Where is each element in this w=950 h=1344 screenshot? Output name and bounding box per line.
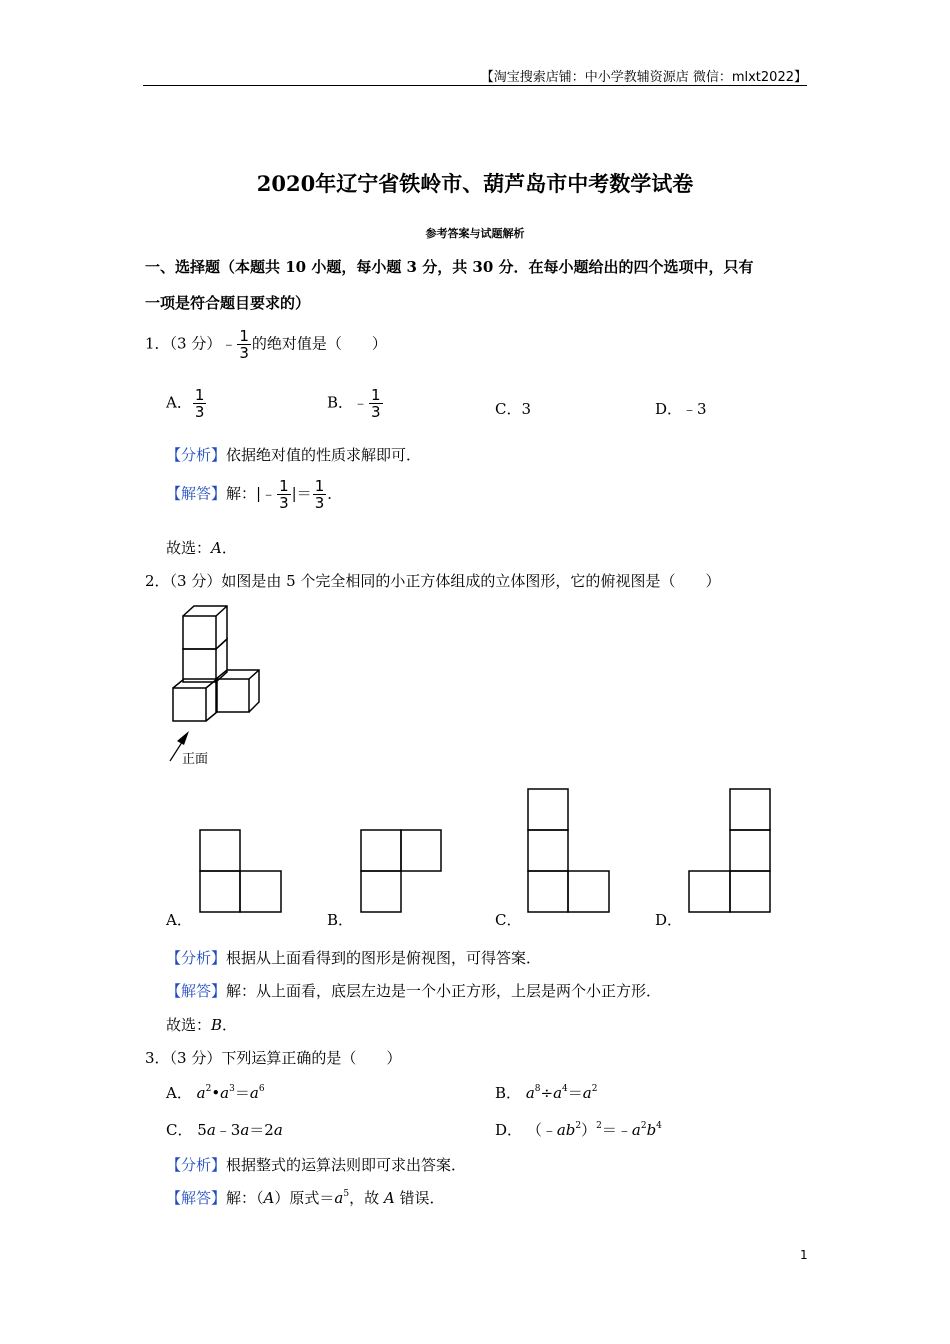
q2-choice	[166, 1014, 237, 1035]
q3-answer-tail1: ，故	[349, 1189, 384, 1207]
q2-stem: 2．（3 分）如图是由 5 个完全相同的小正方体组成的立体图形，它的俯视图是（ ）	[145, 572, 721, 590]
q3-answer	[166, 1187, 444, 1208]
q1-choice-pre: 故选：	[166, 539, 212, 557]
q2-option-c-figure	[528, 789, 609, 912]
q3-analysis	[166, 1154, 466, 1175]
q3-option-d-expr: $(﹣ab^2)^2=﹣a^2b^4$	[526, 1121, 662, 1139]
q2-analysis-text: 根据从上面看得到的图形是俯视图，可得答案．	[226, 949, 542, 967]
section-heading-line1: 一、选择题（本题共 10 小题，每小题 3 分，共 30 分．在每小题给出的四个选项中，只有	[145, 258, 754, 276]
q2-choice-pre: 故选：	[166, 1016, 212, 1034]
q3-option-c-expr: 5a﹣3a＝2a	[197, 1121, 283, 1139]
q1-answer-pre: 解：|﹣	[226, 484, 277, 503]
q1-ans-den2: 3	[314, 494, 325, 512]
q3-stem: 3．（3 分）下列运算正确的是（ ）	[145, 1049, 402, 1067]
q2-analysis-tag: 【分析】	[166, 949, 227, 967]
q3-answer-var: a	[334, 1189, 344, 1207]
q3-option-a[interactable]	[166, 1082, 265, 1103]
q3-answer-tag: 【解答】	[166, 1189, 227, 1207]
q3-answer-letter: A	[263, 1189, 275, 1207]
q3-option-d[interactable]	[495, 1119, 662, 1140]
q3-option-a-label: A．	[166, 1084, 192, 1102]
q2-option-b[interactable]: B．	[327, 911, 354, 929]
q3-option-b[interactable]	[495, 1082, 597, 1103]
q1-answer-mid: |＝	[291, 484, 312, 503]
q3-analysis-text: 根据整式的运算法则即可求出答案．	[226, 1156, 467, 1174]
q1-choice-letter: A	[211, 539, 222, 557]
q1-option-d[interactable]: D．﹣3	[655, 400, 707, 418]
page-subtitle: 参考答案与试题解析	[425, 227, 525, 240]
q3-answer-pre: 解：（	[226, 1189, 264, 1207]
q3-answer-letter-2: A	[383, 1189, 395, 1207]
q1-stem-tail: 的绝对值是（ ）	[251, 334, 387, 353]
q1-opta-num: 1	[194, 386, 205, 404]
q1-option-c[interactable]: C．3	[495, 400, 532, 418]
section-heading-line2: 一项是符合题目要求的）	[145, 294, 311, 312]
q2-choice-letter: B	[211, 1016, 223, 1034]
q3-answer-exp: 5	[343, 1189, 350, 1199]
page-title: 2020年辽宁省铁岭市、葫芦岛市中考数学试卷	[256, 171, 694, 196]
q1-ans-num2: 1	[314, 477, 325, 495]
q1-frac-den: 3	[239, 344, 249, 362]
q2-option-a-figure	[200, 830, 281, 912]
q2-option-d-figure	[689, 789, 770, 912]
q1-ans-num1: 1	[279, 477, 289, 495]
q1-minus: ﹣	[221, 334, 237, 353]
q2-answer-text: 解：从上面看，底层左边是一个小正方形，上层是两个小正方形．	[226, 982, 662, 1000]
q2-option-a[interactable]: A．	[166, 911, 192, 929]
q3-option-a-expr: $a^2•a^3=a^6$	[196, 1084, 265, 1102]
q1-analysis-text: 依据绝对值的性质求解即可．	[226, 446, 422, 464]
q1-option-b-label: B．	[327, 393, 354, 412]
q1-option-a-label: A．	[166, 393, 192, 412]
q3-option-d-label: D．	[495, 1121, 523, 1139]
q1-answer-tag: 【解答】	[166, 484, 227, 503]
q3-answer-mid: ）原式＝	[274, 1189, 335, 1207]
q1-frac-num: 1	[239, 327, 249, 345]
q1-optb-num: 1	[371, 386, 381, 404]
q1-optb-den: 3	[371, 403, 381, 421]
q2-front-label: 正面	[182, 752, 209, 767]
q2-option-d[interactable]: D．	[655, 911, 683, 929]
q1-number: 1．（3 分）	[145, 334, 222, 353]
q3-analysis-tag: 【分析】	[166, 1156, 227, 1174]
q3-option-c-label: C．	[166, 1121, 193, 1139]
page-number: 1	[800, 1248, 808, 1262]
q1-answer-post: ．	[327, 484, 343, 503]
header-text: 【淘宝搜索店铺：中小学教辅资源店 微信：mlxt2022】	[480, 70, 807, 85]
q2-answer-tag: 【解答】	[166, 982, 227, 1000]
q3-answer-tail2: 错误．	[394, 1189, 445, 1207]
q2-analysis	[166, 947, 541, 968]
q2-answer	[166, 980, 661, 1001]
q1-analysis-tag: 【分析】	[166, 446, 227, 464]
q2-choice-post: ．	[222, 1016, 238, 1034]
q2-option-b-figure	[361, 830, 441, 912]
q1-ans-den1: 3	[279, 494, 289, 512]
q1-choice-post: ．	[221, 539, 237, 557]
q3-option-c[interactable]	[166, 1119, 283, 1140]
q1-option-b-minus: ﹣	[353, 393, 369, 412]
q3-option-b-label: B．	[495, 1084, 522, 1102]
q1-opta-den: 3	[194, 403, 205, 421]
q3-option-b-expr: $a^8\div a^4=a^2$	[525, 1084, 598, 1102]
q2-option-c[interactable]: C．	[495, 911, 522, 929]
